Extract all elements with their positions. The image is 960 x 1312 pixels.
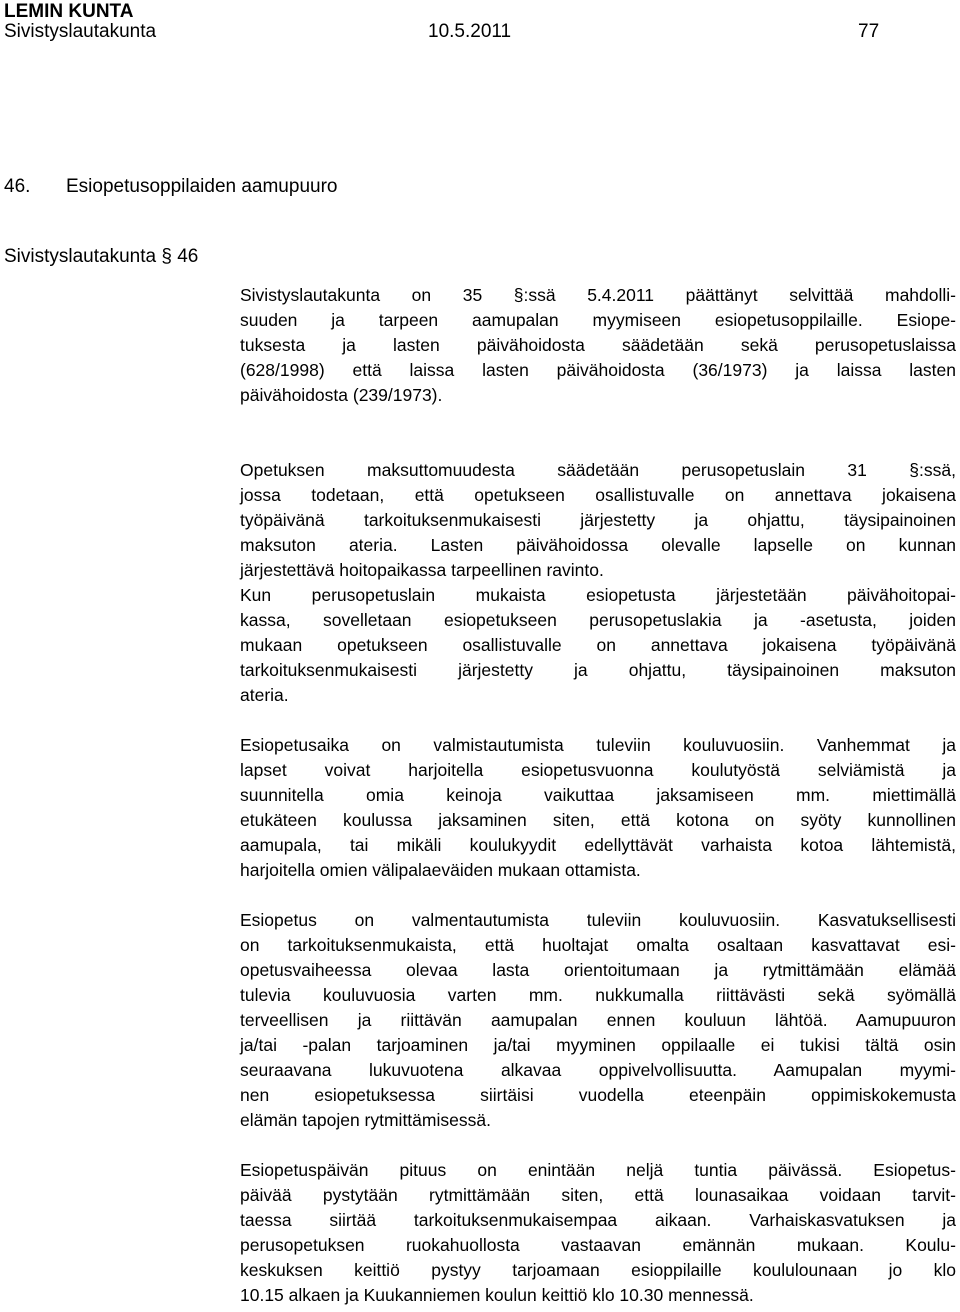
paragraph-line: kassa, sovelletaan esiopetukseen perusopetuslakia ja -asetusta, joiden xyxy=(240,610,956,630)
paragraph-line: työpäivänä tarkoituksenmukaisesti järjestetty ja ohjattu, täysipainoinen xyxy=(240,510,956,530)
paragraph-line: tuksesta ja lasten päivähoidosta säädetään sekä perusopetuslaissa xyxy=(240,335,956,355)
paragraph-line: maksuton ateria. Lasten päivähoidossa olevalle lapselle on kunnan xyxy=(240,535,956,555)
paragraph-line: (628/1998) että laissa lasten päivähoidosta (36/1973) ja laissa lasten xyxy=(240,360,956,380)
paragraph-line: Sivistyslautakunta on 35 §:ssä 5.4.2011 päättänyt selvittää mahdolli- xyxy=(240,285,956,305)
paragraph-line: lapset voivat harjoitella esiopetusvuonna koulutyöstä selviämistä ja xyxy=(240,760,956,780)
paragraph xyxy=(240,1158,956,1308)
paragraph xyxy=(240,283,956,408)
paragraph-line: ja/tai -palan tarjoaminen ja/tai myyminen oppilaalle ei tukisi tältä osin xyxy=(240,1035,956,1055)
paragraph-line: Esiopetuspäivän pituus on enintään neljä tuntia päivässä. Esiopetus- xyxy=(240,1160,956,1180)
organization-name: LEMIN KUNTA xyxy=(4,1,134,22)
paragraph-line: etukäteen koulussa jaksaminen siten, että kotona on syöty kunnollinen xyxy=(240,810,956,830)
paragraph-line: terveellisen ja riittävän aamupalan ennen kouluun lähtöä. Aamupuuron xyxy=(240,1010,956,1030)
paragraph-line: järjestettävä hoitopaikassa tarpeellinen ravinto. xyxy=(240,560,604,580)
section-number: 46. xyxy=(4,176,31,197)
paragraph-line: seuraavana lukuvuotena alkavaa oppivelvollisuutta. Aamupalan myymi- xyxy=(240,1060,956,1080)
paragraph-line: Esiopetusaika on valmistautumista tuleviin kouluvuosiin. Vanhemmat ja xyxy=(240,735,956,755)
paragraph-line: tulevia kouluvuosia varten mm. nukkumalla riittävästi sekä syömällä xyxy=(240,985,956,1005)
paragraph xyxy=(240,458,956,583)
paragraph-line: suunnitella omia keinoja vaikuttaa jaksamiseen mm. miettimällä xyxy=(240,785,956,805)
paragraph-line: on tarkoituksenmukaista, että huoltajat omalta osaltaan kasvattavat esi- xyxy=(240,935,956,955)
paragraph-line: Opetuksen maksuttomuudesta säädetään perusopetuslain 31 §:ssä, xyxy=(240,460,956,480)
paragraph-line: perusopetuksen ruokahuollosta vastaavan emännän mukaan. Koulu- xyxy=(240,1235,956,1255)
paragraph-line: mukaan opetukseen osallistuvalle on annettava jokaisena työpäivänä xyxy=(240,635,956,655)
paragraph-line: Esiopetus on valmentautumista tuleviin kouluvuosiin. Kasvatuksellisesti xyxy=(240,910,956,930)
page-number: 77 xyxy=(858,21,880,42)
paragraph xyxy=(240,733,956,883)
paragraph-line: tarkoituksenmukaisesti järjestetty ja ohjattu, täysipainoinen maksuton xyxy=(240,660,956,680)
section-reference: Sivistyslautakunta § 46 xyxy=(4,246,199,267)
meeting-date: 10.5.2011 xyxy=(428,21,512,42)
paragraph-line: ateria. xyxy=(240,685,289,705)
paragraph xyxy=(240,583,956,708)
paragraph xyxy=(240,908,956,1133)
committee-name: Sivistyslautakunta xyxy=(4,21,157,42)
paragraph-line: nen esiopetuksessa siirtäisi vuodella eteenpäin oppimiskokemusta xyxy=(240,1085,956,1105)
paragraph-line: opetusvaiheessa olevaa lasta orientoitumaan ja rytmittämään elämää xyxy=(240,960,956,980)
paragraph-line: Kun perusopetuslain mukaista esiopetusta järjestetään päivähoitopai- xyxy=(240,585,956,605)
paragraph-line: jossa todetaan, että opetukseen osallistuvalle on annettava jokaisena xyxy=(240,485,956,505)
paragraph-line: keskuksen keittiö pystyy tarjoamaan esioppilaille koululounaan jo klo xyxy=(240,1260,956,1280)
paragraph-line: elämän tapojen rytmittämisessä. xyxy=(240,1110,491,1130)
paragraph-line: harjoitella omien välipalaeväiden mukaan ottamista. xyxy=(240,860,641,880)
paragraph-line: päivähoidosta (239/1973). xyxy=(240,385,443,405)
paragraph-line: aamupala, tai mikäli koulukyydit edellyttävät varhaista kotoa lähtemistä, xyxy=(240,835,956,855)
paragraph-line: suuden ja tarpeen aamupalan myymiseen esiopetusoppilaille. Esiope- xyxy=(240,310,956,330)
paragraph-line: taessa siirtää tarkoituksenmukaisempaa aikaan. Varhaiskasvatuksen ja xyxy=(240,1210,956,1230)
paragraph-line: 10.15 alkaen ja Kuukanniemen koulun keittiö klo 10.30 mennessä. xyxy=(240,1285,754,1305)
section-title: Esiopetusoppilaiden aamupuuro xyxy=(66,176,338,197)
paragraph-line: päivää pystytään rytmittämään siten, että lounasaikaa voidaan tarvit- xyxy=(240,1185,956,1205)
